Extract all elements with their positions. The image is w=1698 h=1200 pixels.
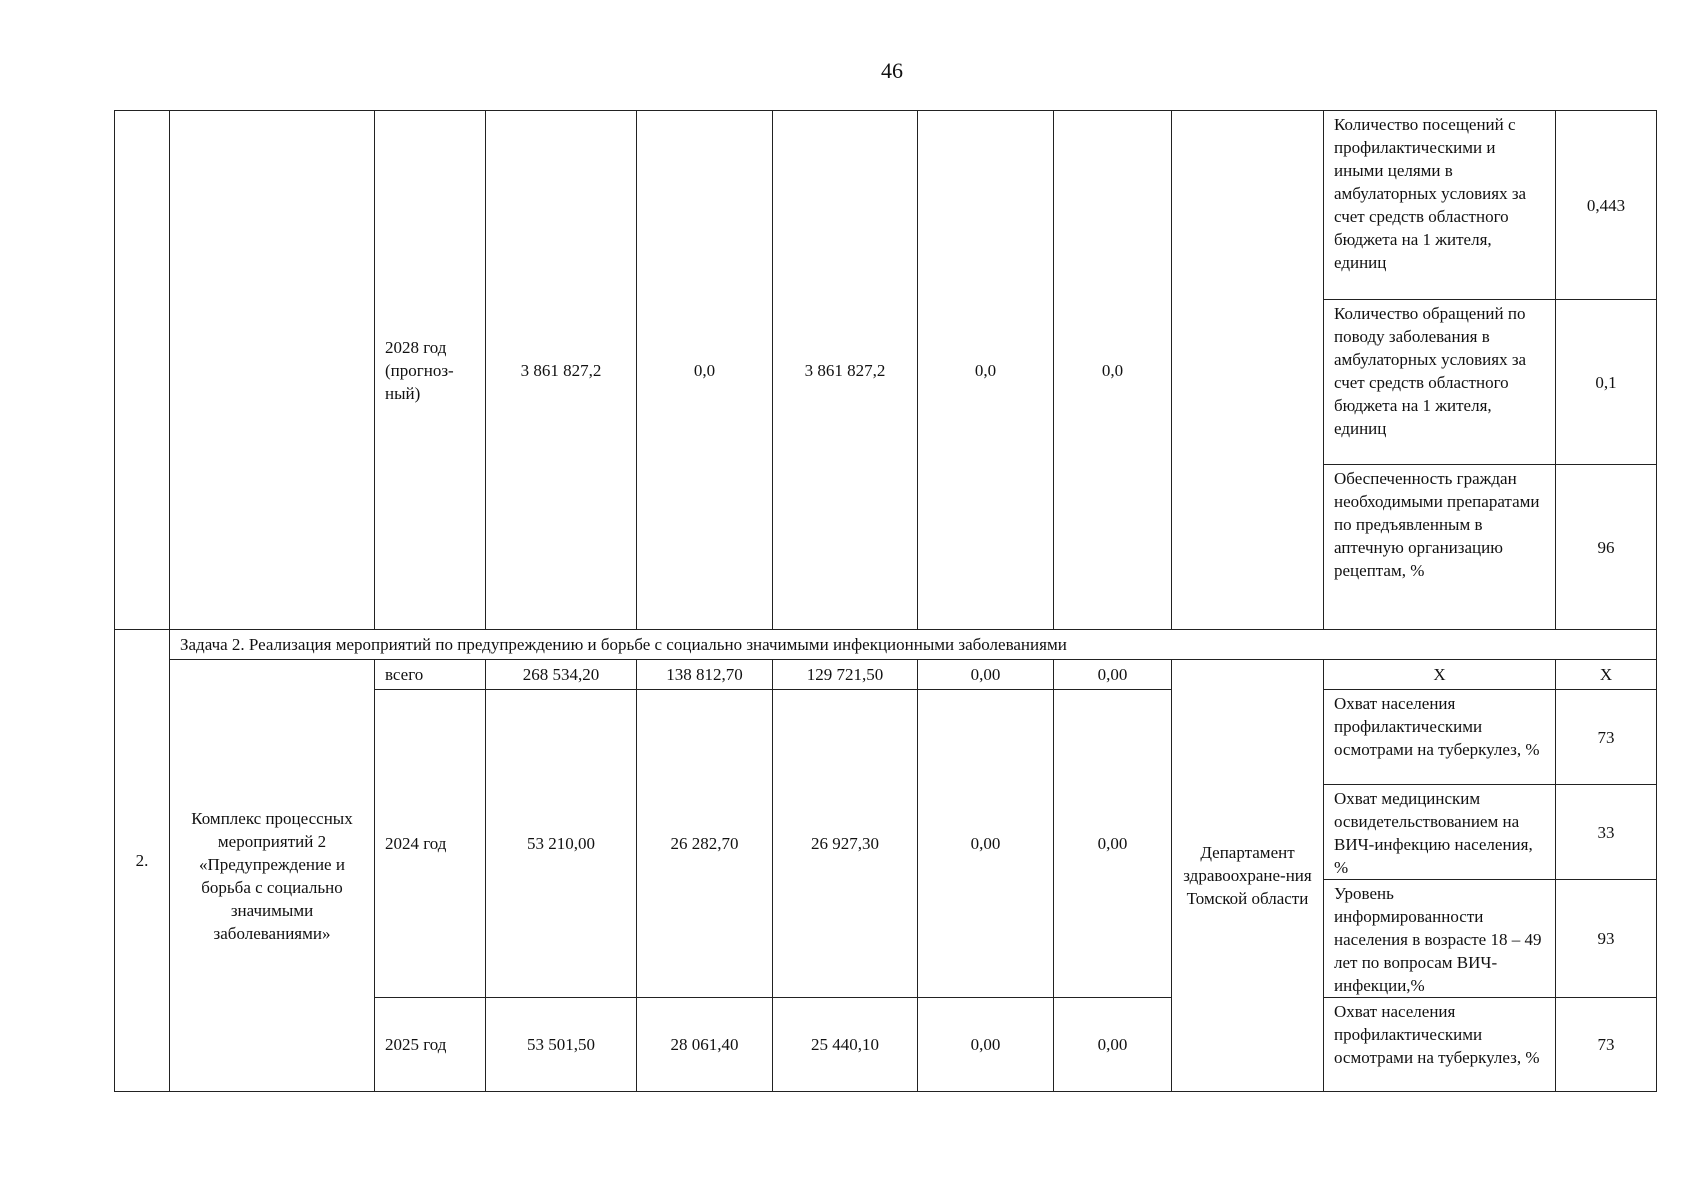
other-cell: 0,0 <box>1054 111 1172 630</box>
indicator-value: 33 <box>1556 785 1657 880</box>
period-cell: 2024 год <box>375 690 486 998</box>
page-number: 46 <box>881 58 903 83</box>
indicator-name: Охват медицинским освидетельствованием на ВИЧ-инфекцию населения, % <box>1324 785 1556 880</box>
total-cell: 53 210,00 <box>486 690 637 998</box>
measure-cell: Комплекс процессных мероприятий 2 «Предупреждение и борьба с социально значимыми заболеваниями» <box>170 660 375 1092</box>
indicator-name: Количество посещений с профилактическими и иными целями в амбулаторных условиях за счет средств областного бюджета на 1 жителя, единиц <box>1324 111 1556 300</box>
local-cell: 0,00 <box>918 998 1054 1092</box>
row-number-cell <box>115 111 170 630</box>
regional-cell: 25 440,10 <box>773 998 918 1092</box>
period-cell: 2025 год <box>375 998 486 1092</box>
period-cell: всего <box>375 660 486 690</box>
indicator-name: Количество обращений по поводу заболевания в амбулаторных условиях за счет средств областного бюджета на 1 жителя, единиц <box>1324 300 1556 465</box>
table-row <box>115 630 1657 660</box>
measure-cell <box>170 111 375 630</box>
other-cell: 0,00 <box>1054 690 1172 998</box>
total-cell: 3 861 827,2 <box>486 111 637 630</box>
indicator-name: Охват населения профилактическими осмотрами на туберкулез, % <box>1324 998 1556 1092</box>
federal-cell: 26 282,70 <box>637 690 773 998</box>
other-cell: 0,00 <box>1054 998 1172 1092</box>
regional-cell: 129 721,50 <box>773 660 918 690</box>
local-cell: 0,0 <box>918 111 1054 630</box>
indicator-name: Обеспеченность граждан необходимыми препаратами по предъявленным в аптечную организацию рецептам, % <box>1324 465 1556 630</box>
task-title: Задача 2. Реализация мероприятий по предупреждению и борьбе с социально значимыми инфекционными заболеваниями <box>170 630 1657 660</box>
federal-cell: 28 061,40 <box>637 998 773 1092</box>
local-cell: 0,00 <box>918 660 1054 690</box>
other-cell: 0,00 <box>1054 660 1172 690</box>
indicator-name: Уровень информированности населения в возрасте 18 – 49 лет по вопросам ВИЧ-инфекции,% <box>1324 880 1556 998</box>
indicator-value: Х <box>1556 660 1657 690</box>
indicator-value: 0,1 <box>1556 300 1657 465</box>
indicator-value: 0,443 <box>1556 111 1657 300</box>
table-row <box>115 660 1657 690</box>
program-table <box>114 110 1657 1092</box>
table-row <box>115 111 1657 300</box>
row-number-cell: 2. <box>115 630 170 1092</box>
federal-cell: 0,0 <box>637 111 773 630</box>
total-cell: 268 534,20 <box>486 660 637 690</box>
indicator-value: 73 <box>1556 998 1657 1092</box>
indicator-value: 93 <box>1556 880 1657 998</box>
indicator-value: 73 <box>1556 690 1657 785</box>
total-cell: 53 501,50 <box>486 998 637 1092</box>
indicator-name: Охват населения профилактическими осмотрами на туберкулез, % <box>1324 690 1556 785</box>
regional-cell: 26 927,30 <box>773 690 918 998</box>
responsible-cell <box>1172 111 1324 630</box>
regional-cell: 3 861 827,2 <box>773 111 918 630</box>
indicator-value: 96 <box>1556 465 1657 630</box>
federal-cell: 138 812,70 <box>637 660 773 690</box>
indicator-name: Х <box>1324 660 1556 690</box>
responsible-cell: Департамент здравоохране-ния Томской области <box>1172 660 1324 1092</box>
local-cell: 0,00 <box>918 690 1054 998</box>
period-cell: 2028 год (прогноз-ный) <box>375 111 486 630</box>
